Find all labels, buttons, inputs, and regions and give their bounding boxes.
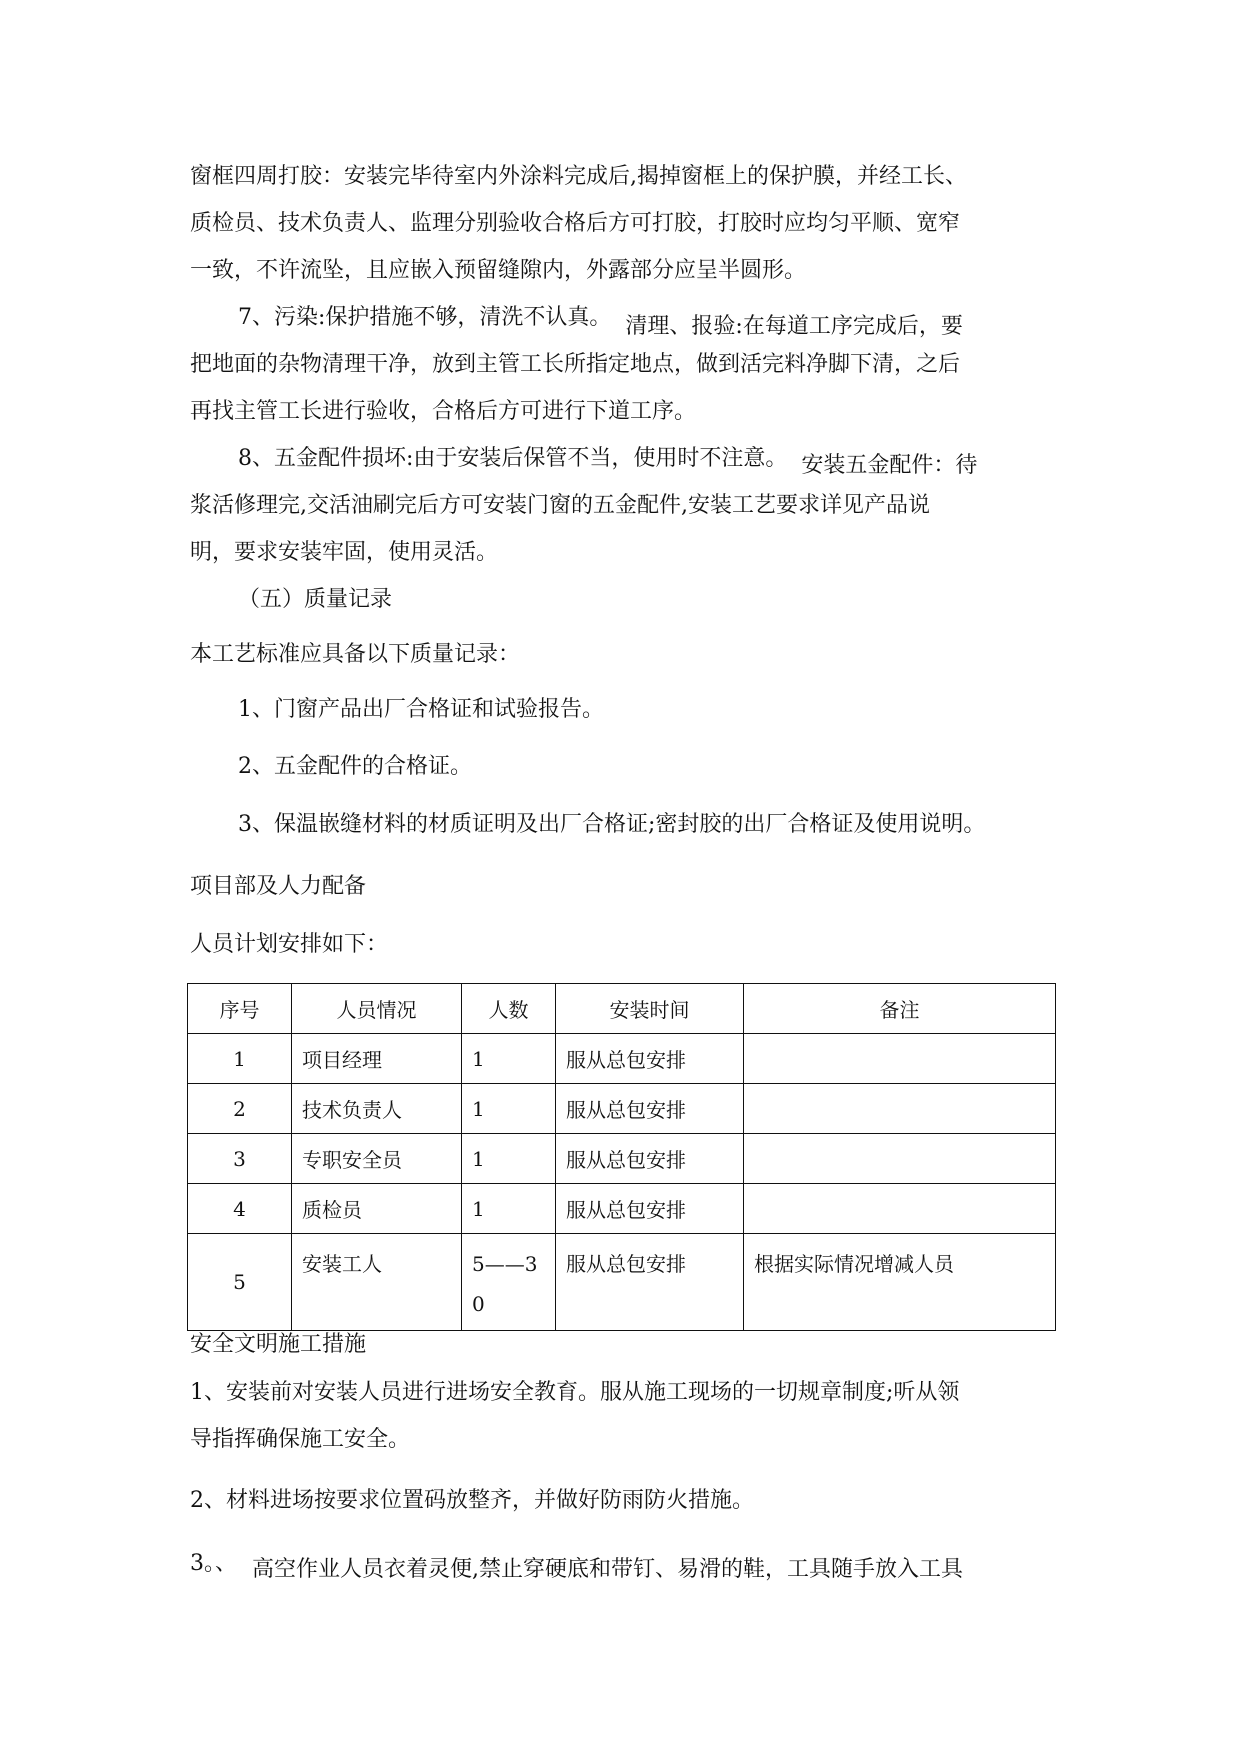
- item-7-label: 7、污染:保护措施不够，清洗不认真。: [238, 305, 612, 330]
- quality-item: 1、门窗产品出厂合格证和试验报告。: [238, 697, 604, 722]
- quality-item: 3、保温嵌缝材料的材质证明及出厂合格证;密封胶的出厂合格证及使用说明。: [238, 812, 986, 837]
- table-cell: [744, 1034, 1056, 1084]
- item-8-tail: 安装五金配件：待: [801, 453, 978, 478]
- safety-item: 2、材料进场按要求位置码放整齐，并做好防雨防火措施。: [190, 1488, 754, 1513]
- table-cell: 安装工人: [292, 1234, 462, 1331]
- section-heading: （五）质量记录: [238, 587, 393, 612]
- item-7-body: 把地面的杂物清理干净，放到主管工长所指定地点，做到活完料净脚下清，之后: [190, 352, 961, 377]
- table-row: [188, 1034, 1056, 1084]
- table-cell: 4: [188, 1184, 292, 1234]
- table-cell: 3: [188, 1134, 292, 1184]
- item-8-body: 浆活修理完,交活油刷完后方可安装门窗的五金配件,安装工艺要求详见产品说: [190, 493, 930, 518]
- safety-item: 导指挥确保施工安全。: [190, 1427, 411, 1452]
- table-cell: 服从总包安排: [556, 1184, 744, 1234]
- paragraph-line: 窗框四周打胶：安装完毕待室内外涂料完成后,揭掉窗框上的保护膜，并经工长、: [190, 164, 967, 189]
- quality-item: 2、五金配件的合格证。: [238, 754, 472, 779]
- table-cell: 服从总包安排: [556, 1134, 744, 1184]
- table-row: [188, 1184, 1056, 1234]
- table-cell: 专职安全员: [292, 1134, 462, 1184]
- safety-item-3-text: 高空作业人员衣着灵便,禁止穿硬底和带钉、易滑的鞋，工具随手放入工具: [252, 1557, 963, 1582]
- table-header-row: [188, 984, 1056, 1034]
- table-cell: [744, 1184, 1056, 1234]
- table-cell: 1: [462, 1084, 556, 1134]
- item-8-label: 8、五金配件损坏:由于安装后保管不当，使用时不注意。: [238, 446, 788, 471]
- table-cell: 服从总包安排: [556, 1084, 744, 1134]
- table-cell: 1: [462, 1034, 556, 1084]
- item-8-body: 明，要求安装牢固，使用灵活。: [190, 540, 499, 565]
- table-cell: 2: [188, 1084, 292, 1134]
- quality-intro: 本工艺标准应具备以下质量记录：: [190, 642, 521, 667]
- table-cell: 质检员: [292, 1184, 462, 1234]
- safety-item: 1、安装前对安装人员进行进场安全教育。服从施工现场的一切规章制度;听从领: [190, 1380, 960, 1405]
- safety-item-3: [190, 1551, 963, 1585]
- staff-table: [187, 983, 1056, 1331]
- table-header: 备注: [744, 984, 1056, 1034]
- item-7-tail: 清理、报验:在每道工序完成后，要: [625, 314, 963, 339]
- item-7-line: [238, 303, 963, 339]
- table-row: [188, 1234, 1056, 1331]
- table-cell: 1: [188, 1034, 292, 1084]
- item-7-body: 再找主管工长进行验收，合格后方可进行下道工序。: [190, 399, 697, 424]
- table-cell: 根据实际情况增减人员: [744, 1234, 1056, 1331]
- table-header: 安装时间: [556, 984, 744, 1034]
- table-cell: 1: [462, 1134, 556, 1184]
- project-heading: 项目部及人力配备: [190, 874, 367, 899]
- table-cell: [744, 1084, 1056, 1134]
- table-header: 人员情况: [292, 984, 462, 1034]
- table-cell: [744, 1134, 1056, 1184]
- table-cell: 技术负责人: [292, 1084, 462, 1134]
- table-row: [188, 1084, 1056, 1134]
- table-cell: 服从总包安排: [556, 1034, 744, 1084]
- table-header: 序号: [188, 984, 292, 1034]
- table-row: [188, 1134, 1056, 1184]
- paragraph-line: 一致，不许流坠，且应嵌入预留缝隙内，外露部分应呈半圆形。: [190, 258, 807, 283]
- table-cell: 服从总包安排: [556, 1234, 744, 1331]
- table-cell: 5——30: [462, 1234, 556, 1331]
- table-cell: 1: [462, 1184, 556, 1234]
- table-cell: 5: [188, 1234, 292, 1331]
- paragraph-line: 质检员、技术负责人、监理分别验收合格后方可打胶，打胶时应均匀平顺、宽窄: [190, 211, 961, 236]
- safety-heading: 安全文明施工措施: [190, 1332, 367, 1357]
- item-8-line: [238, 444, 978, 478]
- table-cell: 项目经理: [292, 1034, 462, 1084]
- safety-item-3-prefix: 3。、: [190, 1551, 237, 1576]
- staff-intro: 人员计划安排如下：: [190, 932, 389, 957]
- table-header: 人数: [462, 984, 556, 1034]
